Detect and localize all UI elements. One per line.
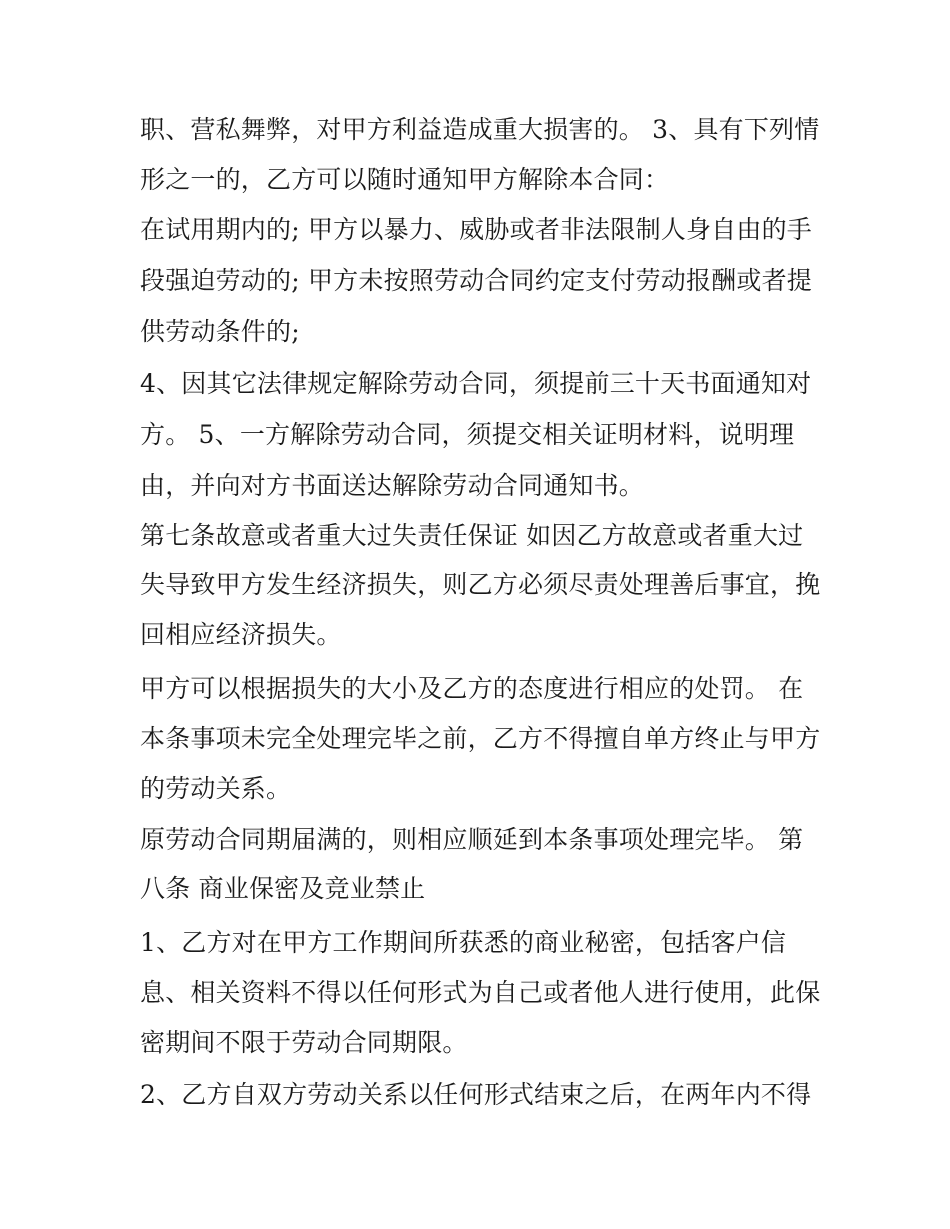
text-line: 由，并向对方书面送达解除劳动合同通知书。: [140, 471, 645, 500]
text-line: 原劳动合同期届满的，则相应顺延到本条事项处理完毕。 第: [140, 825, 804, 854]
text-line: 息、相关资料不得以任何形式为自己或者他人进行使用，此保: [140, 978, 821, 1007]
text-line: 回相应经济损失。: [140, 620, 342, 649]
text-line: 失导致甲方发生经济损失，则乙方必须尽责处理善后事宜，挽: [140, 570, 821, 599]
text-line: 方。 5、一方解除劳动合同，须提交相关证明材料，说明理: [140, 420, 795, 449]
text-line: 在试用期内的; 甲方以暴力、威胁或者非法限制人身自由的手: [140, 215, 812, 244]
text-line: 段强迫劳动的; 甲方未按照劳动合同约定支付劳动报酬或者提: [140, 266, 812, 295]
text-line: 1、乙方对在甲方工作期间所获悉的商业秘密，包括客户信: [140, 928, 787, 957]
text-line: 2、乙方自双方劳动关系以任何形式结束之后，在两年内不得: [140, 1080, 812, 1109]
text-line: 供劳动条件的;: [140, 317, 300, 346]
text-line: 甲方可以根据损失的大小及乙方的态度进行相应的处罚。 在: [140, 674, 804, 703]
text-line: 八条 商业保密及竞业禁止: [140, 874, 426, 903]
text-line: 4、因其它法律规定解除劳动合同，须提前三十天书面通知对: [140, 369, 812, 398]
text-line: 本条事项未完全处理完毕之前，乙方不得擅自单方终止与甲方: [140, 724, 821, 753]
text-line: 的劳动关系。: [140, 774, 292, 803]
text-line: 第七条故意或者重大过失责任保证 如因乙方故意或者重大过: [140, 521, 804, 550]
text-line: 形之一的，乙方可以随时通知甲方解除本合同：: [140, 165, 670, 194]
text-line: 职、营私舞弊，对甲方利益造成重大损害的。 3、具有下列情: [140, 115, 820, 144]
text-line: 密期间不限于劳动合同期限。: [140, 1028, 468, 1057]
